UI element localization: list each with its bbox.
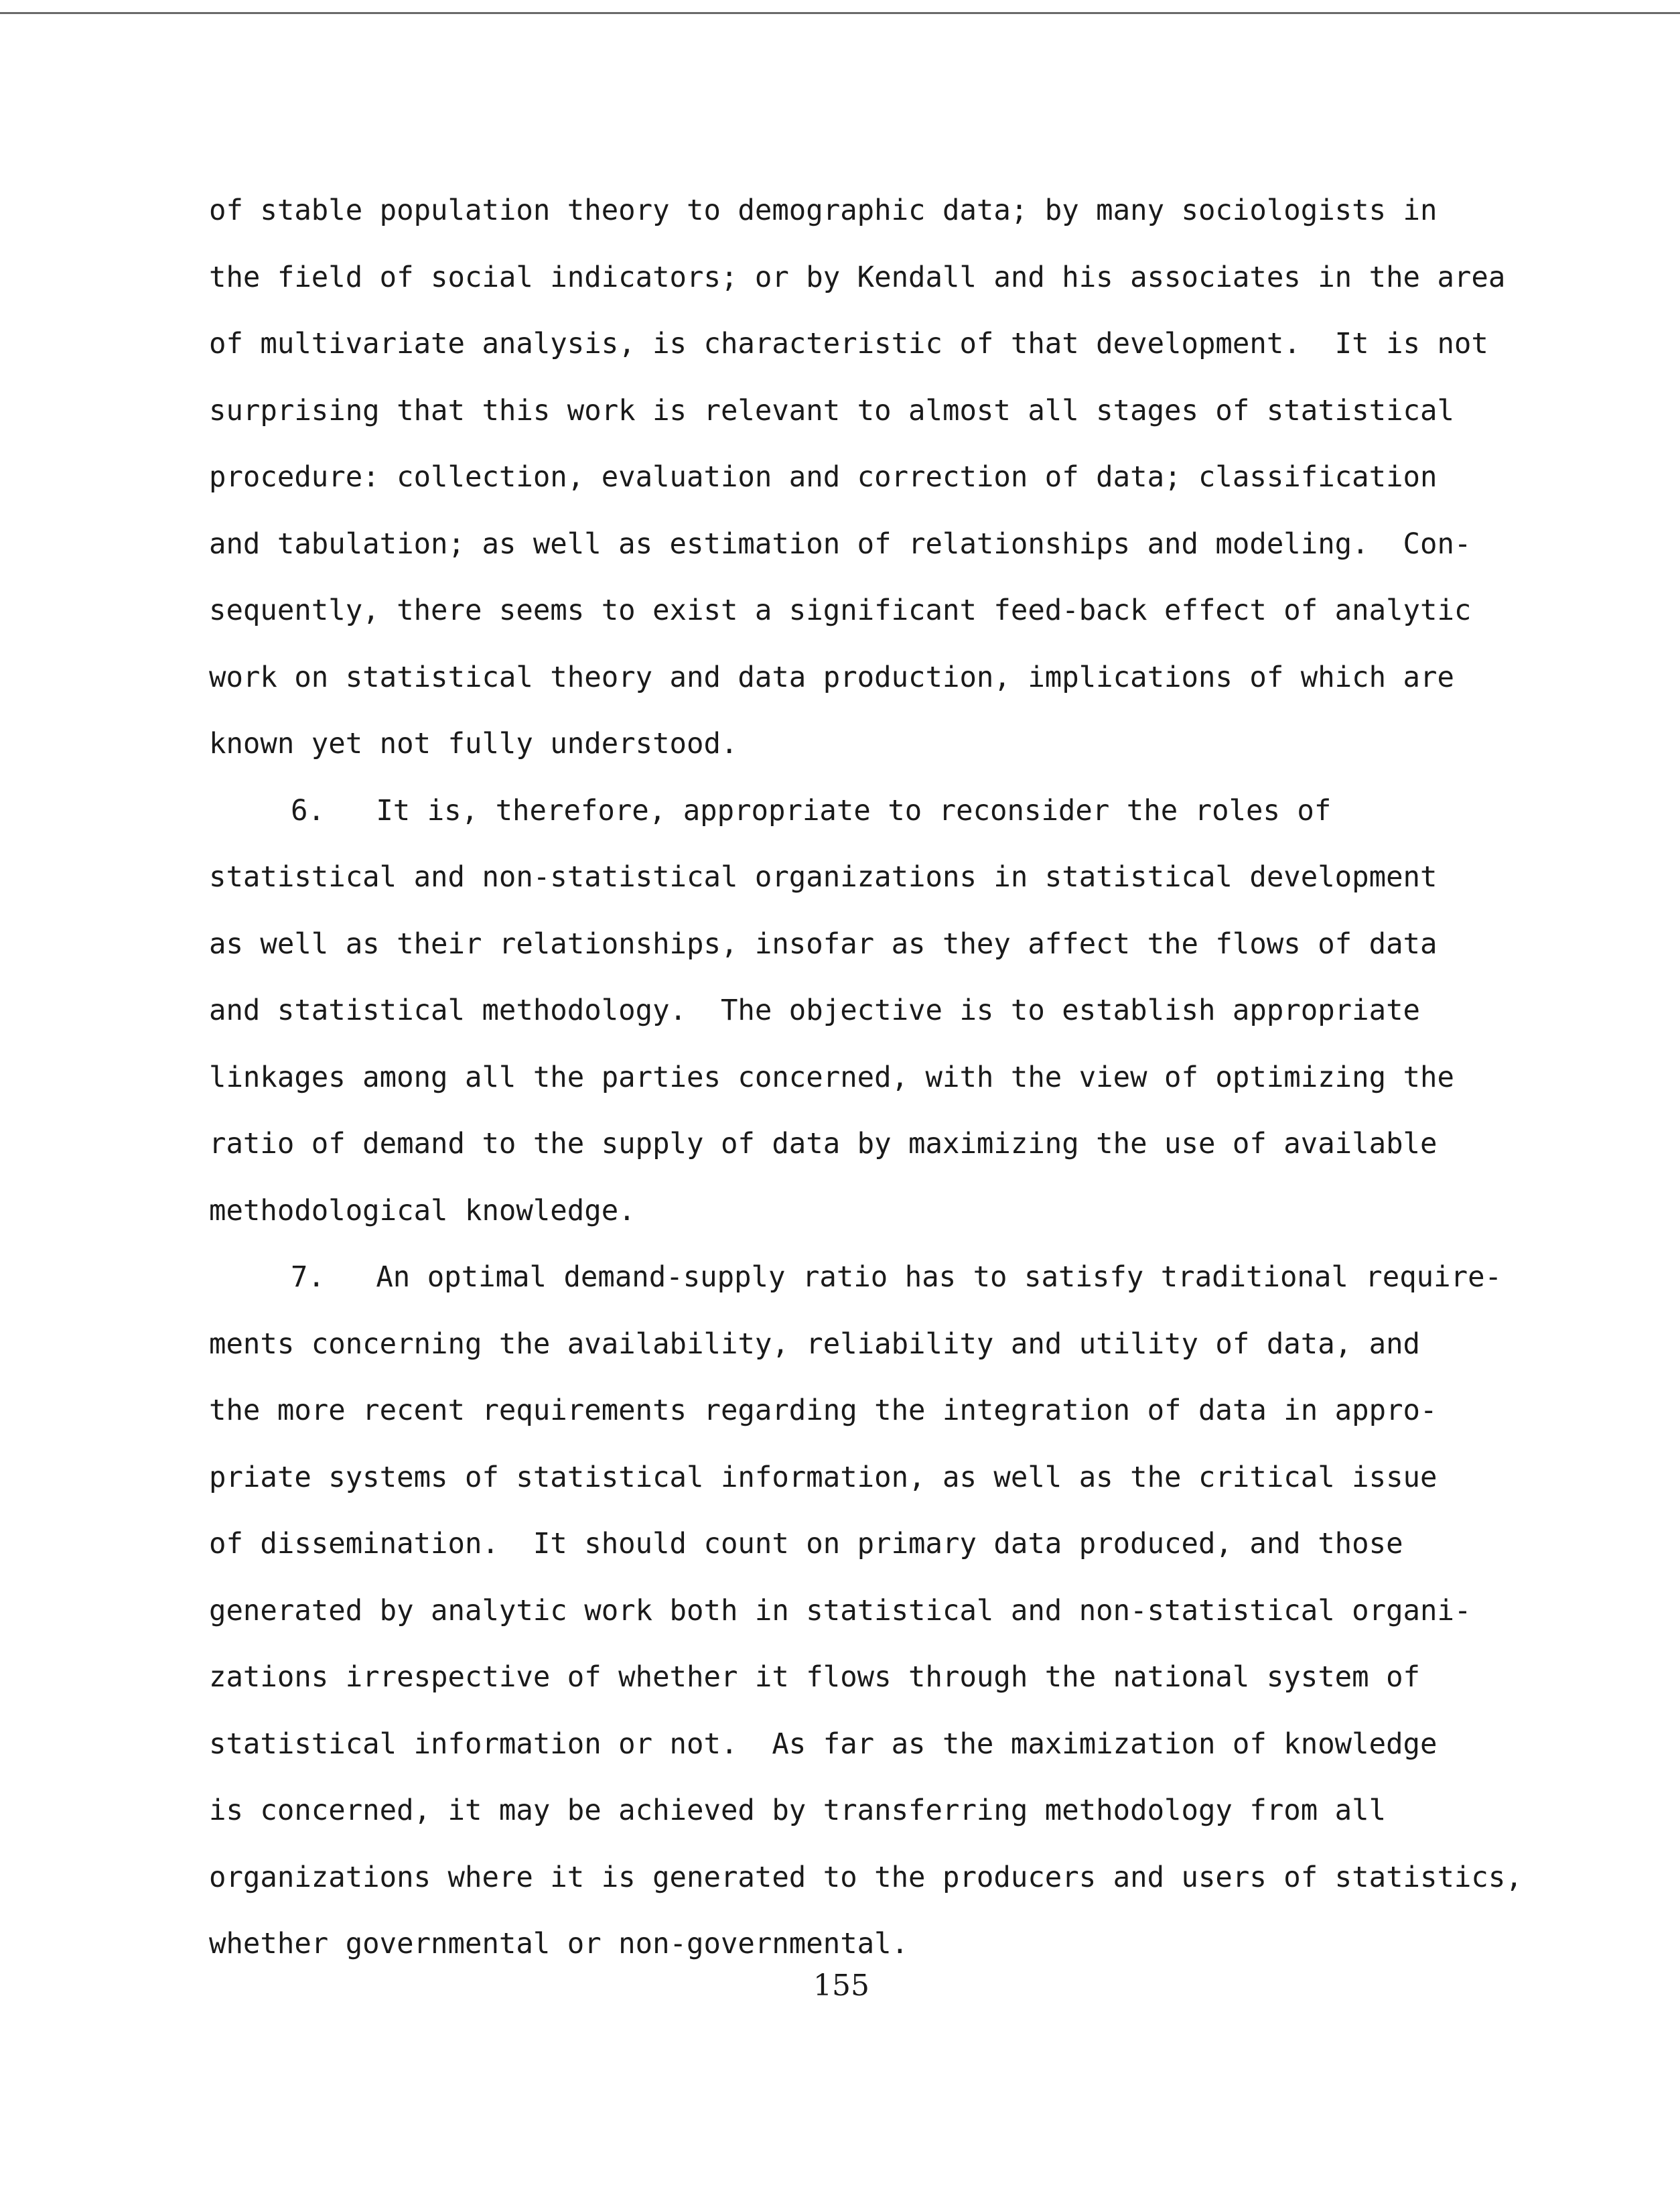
text-line: known yet not fully understood. — [209, 727, 738, 760]
text-line: generated by analytic work both in statistical and non-statistical organi- — [209, 1593, 1472, 1627]
text-line: the more recent requirements regarding the integration of data in appro- — [209, 1394, 1438, 1426]
top-rule — [0, 12, 1680, 14]
text-line: surprising that this work is relevant to almost all stages of statistical — [209, 393, 1454, 427]
text-line: work on statistical theory and data production, implications of which are — [209, 660, 1454, 693]
text-line: is concerned, it may be achieved by transferring methodology from all — [209, 1794, 1387, 1826]
text-line: statistical and non-statistical organizations in statistical development — [209, 860, 1438, 893]
text-line: of dissemination. It should count on primary data produced, and those — [209, 1527, 1403, 1560]
text-line: statistical information or not. As far as the maximization of knowledge — [209, 1727, 1438, 1760]
text-line: ments concerning the availability, reliability and utility of data, and — [209, 1327, 1421, 1360]
text-line: as well as their relationships, insofar as they affect the flows of data — [209, 927, 1438, 960]
text-line: the field of social indicators; or by Kendall and his associates in the area — [209, 260, 1506, 293]
paragraph-6-first-line: 6. It is, therefore, appropriate to reconsider the roles of — [291, 793, 1332, 827]
text-line: ratio of demand to the supply of data by maximizing the use of available — [209, 1127, 1438, 1160]
page-number: 155 — [813, 1969, 869, 2003]
text-line: priate systems of statistical information, as well as the critical issue — [209, 1460, 1438, 1493]
text-line: linkages among all the parties concerned, with the view of optimizing the — [209, 1060, 1454, 1093]
text-line: sequently, there seems to exist a significant feed-back effect of analytic — [209, 594, 1472, 626]
text-line: whether governmental or non-governmental. — [209, 1927, 909, 1960]
text-line: of multivariate analysis, is characteristic of that development. It is not — [209, 327, 1488, 360]
text-line: methodological knowledge. — [209, 1193, 636, 1227]
text-line: and tabulation; as well as estimation of relationships and modeling. Con- — [209, 527, 1472, 560]
page-body — [209, 177, 1522, 1977]
text-line: and statistical methodology. The objective is to establish appropriate — [209, 994, 1421, 1026]
text-line: of stable population theory to demographic data; by many sociologists in — [209, 194, 1438, 226]
text-line: organizations where it is generated to the producers and users of statistics, — [209, 1860, 1523, 1893]
text-line: procedure: collection, evaluation and correction of data; classification — [209, 460, 1438, 493]
paragraph-7-first-line: 7. An optimal demand-supply ratio has to satisfy traditional require- — [291, 1260, 1502, 1293]
text-line: zations irrespective of whether it flows through the national system of — [209, 1660, 1421, 1693]
